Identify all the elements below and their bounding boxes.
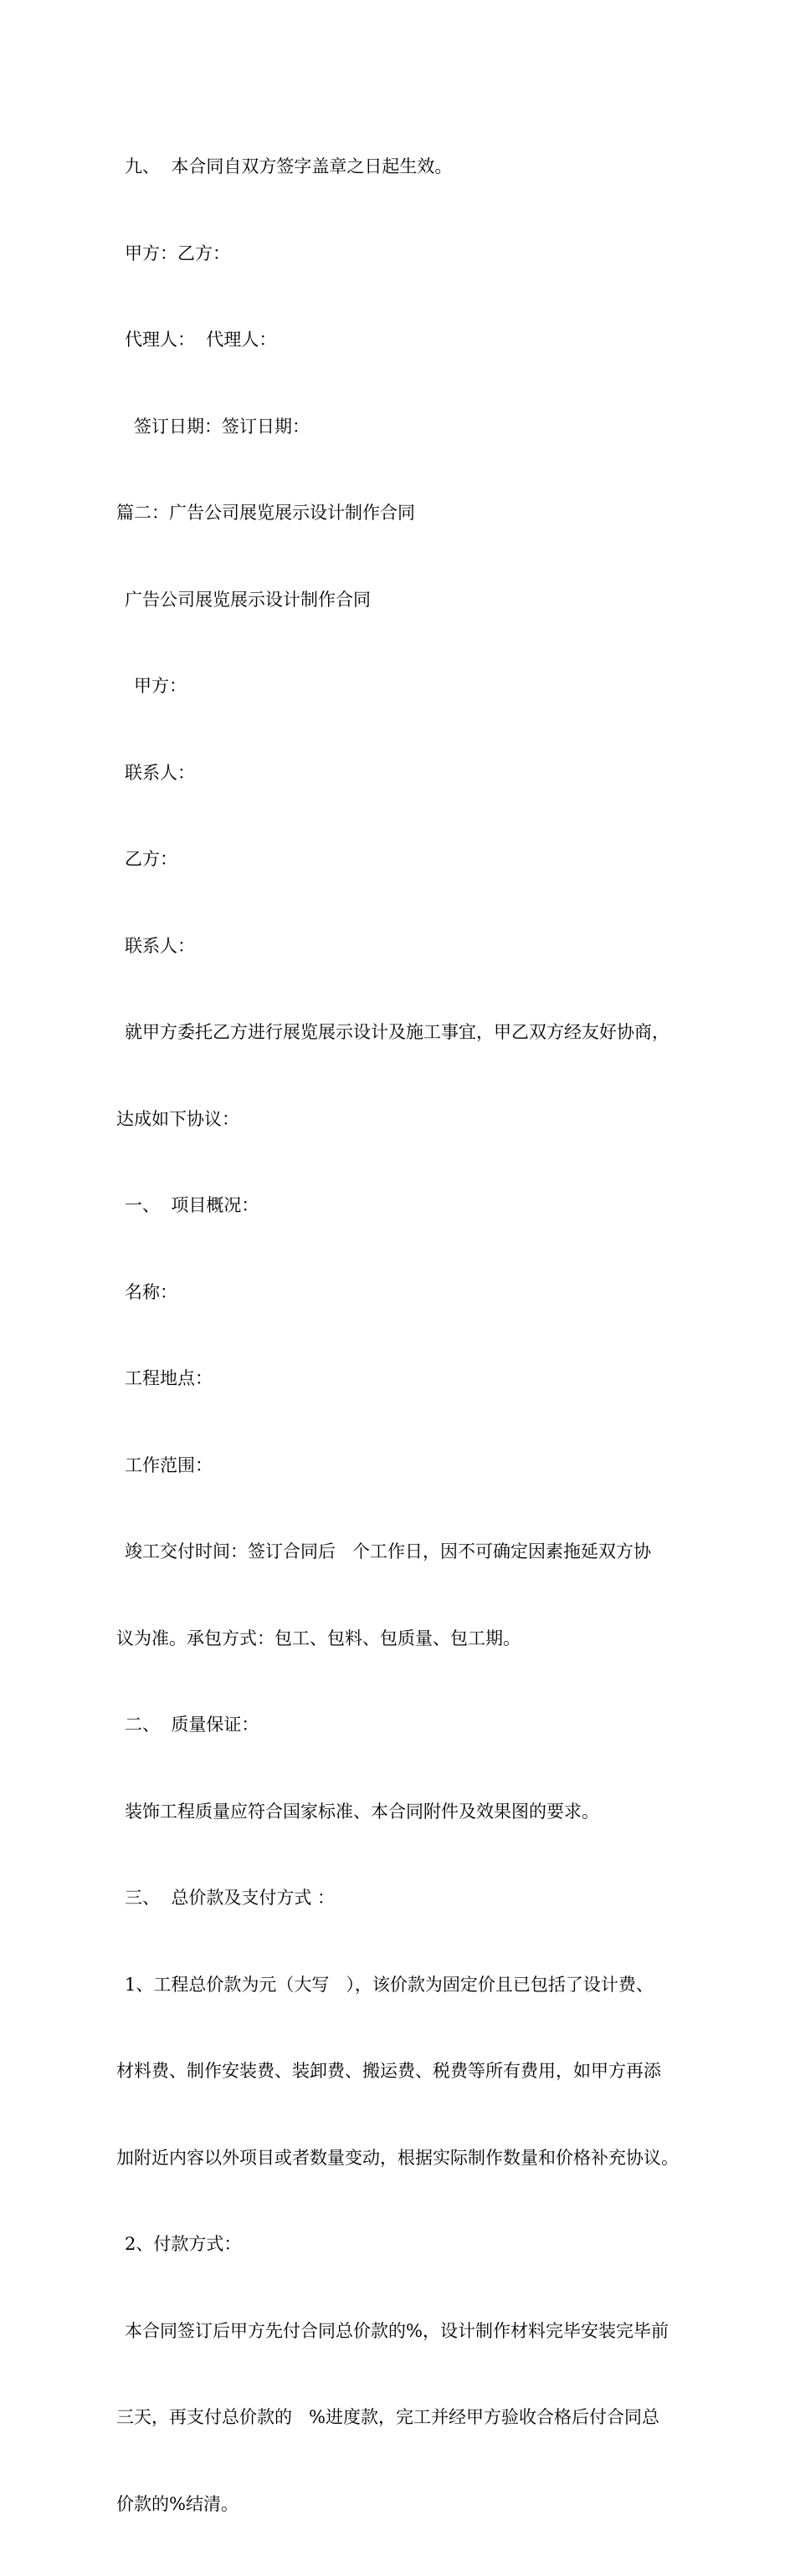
payment-method-heading: 2、付款方式：: [125, 2234, 242, 2254]
party-signature-line: 甲方：乙方：: [125, 243, 230, 263]
article-three-heading: 三、 总价款及支付方式 ：: [125, 1888, 336, 1908]
total-price-continuation-line: 材料费、制作安装费、装卸费、搬运费、税费等所有费用，如甲方再添: [116, 2061, 661, 2081]
article-two-heading: 二、 质量保证：: [125, 1715, 259, 1735]
party-a-line: 甲方：: [134, 676, 187, 696]
preamble-line: 就甲方委托乙方进行展览展示设计及施工事宜，甲乙双方经友好协商，: [125, 1022, 669, 1042]
delivery-time-line: 竣工交付时间：签订合同后 个工作日，因不可确定因素拖延双方协: [125, 1541, 652, 1561]
payment-terms-line: 本合同签订后甲方先付合同总价款的%，设计制作材料完毕安装完毕前: [125, 2320, 669, 2341]
party-a-contact-line: 联系人：: [125, 762, 195, 783]
section-two-heading: 篇二：广告公司展览展示设计制作合同: [116, 503, 415, 523]
project-location-line: 工程地点：: [125, 1368, 213, 1388]
signing-date-line: 签订日期：签订日期：: [134, 416, 310, 437]
contract-method-line: 议为准。承包方式：包工、包料、包质量、包工期。: [116, 1628, 521, 1648]
project-name-line: 名称：: [125, 1281, 177, 1302]
article-one-heading: 一、 项目概况：: [125, 1195, 259, 1215]
work-scope-line: 工作范围：: [125, 1454, 213, 1475]
party-b-line: 乙方：: [125, 849, 177, 869]
payment-terms-continuation-line: 三天，再支付总价款的 %进度款，完工并经甲方验收合格后付合同总: [116, 2407, 659, 2427]
document-body: [116, 95, 702, 2576]
agent-signature-line: 代理人： 代理人：: [125, 330, 277, 350]
clause-nine-line: 九、 本合同自双方签字盖章之日起生效。: [125, 156, 453, 176]
contract-title: 广告公司展览展示设计制作合同: [125, 589, 371, 610]
preamble-continuation-line: 达成如下协议：: [116, 1108, 239, 1129]
party-b-contact-line: 联系人：: [125, 935, 195, 956]
total-price-line: 1、工程总价款为元（大写 ），该价款为固定价且已包括了设计费、: [125, 1974, 654, 1995]
quality-requirement-line: 装饰工程质量应符合国家标准、本合同附件及效果图的要求。: [125, 1801, 599, 1822]
total-price-continuation-line-2: 加附近内容以外项目或者数量变动，根据实际制作数量和价格补充协议。: [116, 2147, 679, 2168]
payment-terms-final-line: 价款的%结清。: [116, 2493, 238, 2514]
